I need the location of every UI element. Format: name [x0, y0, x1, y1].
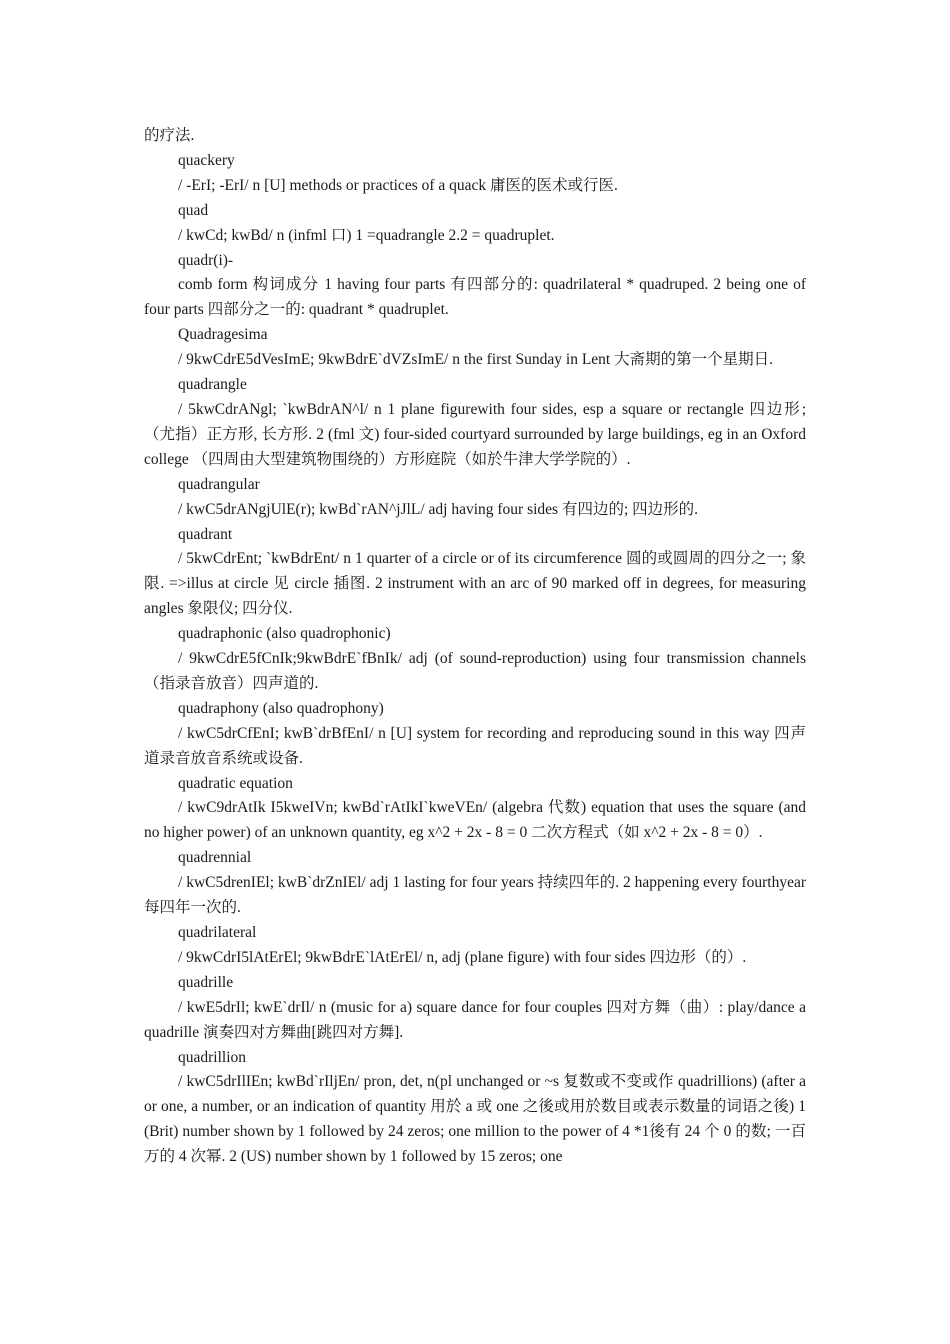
definition-quackery: / -ErI; -ErI/ n [U] methods or practices of a quack 庸医的医术或行医. [178, 176, 618, 194]
definition-quadrillion: / kwC5drIlIEn; kwBd`rIljEn/ pron, det, n(pl unchanged or ~s 复数或不变或作 quadrillions) (after a or one, a number, or an indication of quantity 用於 a 或 one 之後或用於数目或表示数量的词语之後) 1 (Brit) number shown by 1 followed by 24 zeros; one million to the power of 4 *1後有 24 个 0 的数; 一百万的 4 次幂. 2 (US) number shown by 1 followed by 15 zeros; one [144, 1073, 806, 1166]
headword-quadrille: quadrille [178, 973, 234, 991]
headword-quadratic-equation: quadratic equation [178, 774, 293, 792]
headword-quadraphony: quadraphony (also quadrophony) [178, 699, 384, 717]
definition-quadratic-equation: / kwC9drAtIk I5kweIVn; kwBd`rAtIkI`kweVEn/ (algebra 代数) equation that uses the square (and no higher power) of an unknown quantity, eg x^2 + 2x - 8 = 0 二次方程式（如 x^2 + 2x - 8 = 0）. [144, 799, 806, 842]
definition-quadri: comb form 构词成分 1 having four parts 有四部分的: quadrilateral * quadruped. 2 being one of four parts 四部分之一的: quadrant * quadruplet. [144, 276, 806, 319]
dictionary-page [144, 124, 806, 1170]
headword-quackery: quackery [178, 151, 235, 169]
headword-quadrant: quadrant [178, 525, 233, 543]
definition-quadrilateral: / 9kwCdrI5lAtErEl; 9kwBdrE`lAtErEl/ n, adj (plane figure) with four sides 四边形（的）. [178, 948, 747, 966]
headword-quadraphonic: quadraphonic (also quadrophonic) [178, 625, 391, 643]
definition-quadraphonic: / 9kwCdrE5fCnIk;9kwBdrE`fBnIk/ adj (of sound-reproduction) using four transmission channels （指录音放音）四声道的. [144, 650, 806, 692]
definition-quadrangle: / 5kwCdrANgl; `kwBdrAN^l/ n 1 plane figurewith four sides, esp a square or rectangle 四边形; （尤指）正方形, 长方形. 2 (fml 文) four-sided courtyard surrounded by large buildings, eg in an Oxford college （四周由大型建筑物围绕的）方形庭院（如於牛津大学学院的）. [144, 400, 806, 468]
definition-quadrangular: / kwC5drANgjUlE(r); kwBd`rAN^jJlL/ adj having four sides 有四边的; 四边形的. [178, 500, 699, 518]
definition-quadraphony: / kwC5drCfEnI; kwB`drBfEnI/ n [U] system for recording and reproducing sound in this way 四声道录音放音系统或设备. [144, 724, 806, 767]
continuation-text: 的疗法. [144, 127, 195, 144]
headword-quadrilateral: quadrilateral [178, 924, 257, 941]
headword-quad: quad [178, 201, 209, 219]
definition-quad: / kwCd; kwBd/ n (infml 口) 1 =quadrangle 2.2 = quadruplet. [178, 226, 555, 244]
definition-quadrille: / kwE5drIl; kwE`drIl/ n (music for a) square dance for four couples 四对方舞（曲）: play/dance a quadrille 演奏四对方舞曲[跳四对方舞]. [144, 998, 806, 1041]
headword-quadrillion: quadrillion [178, 1048, 247, 1066]
headword-quadrennial: quadrennial [178, 849, 252, 867]
definition-quadrennial: / kwC5drenIEl; kwB`drZnIEl/ adj 1 lasting for four years 持续四年的. 2 happening every fourthyear 每四年一次的. [144, 874, 806, 917]
definition-quadragesima: / 9kwCdrE5dVesImE; 9kwBdrE`dVZsImE/ n the first Sunday in Lent 大斋期的第一个星期日. [178, 351, 773, 369]
headword-quadrangle: quadrangle [178, 376, 247, 394]
definition-quadrant: / 5kwCdrEnt; `kwBdrEnt/ n 1 quarter of a circle or of its circumference 圆的或圆周的四分之一; 象限. =>illus at circle 见 circle 插图. 2 instrument with an arc of 90 marked off in degrees, for measuring angles 象限仪; 四分仪. [144, 550, 806, 618]
headword-quadragesima: Quadragesima [178, 326, 268, 344]
headword-quadri: quadr(i)- [178, 251, 234, 269]
headword-quadrangular: quadrangular [178, 475, 260, 493]
